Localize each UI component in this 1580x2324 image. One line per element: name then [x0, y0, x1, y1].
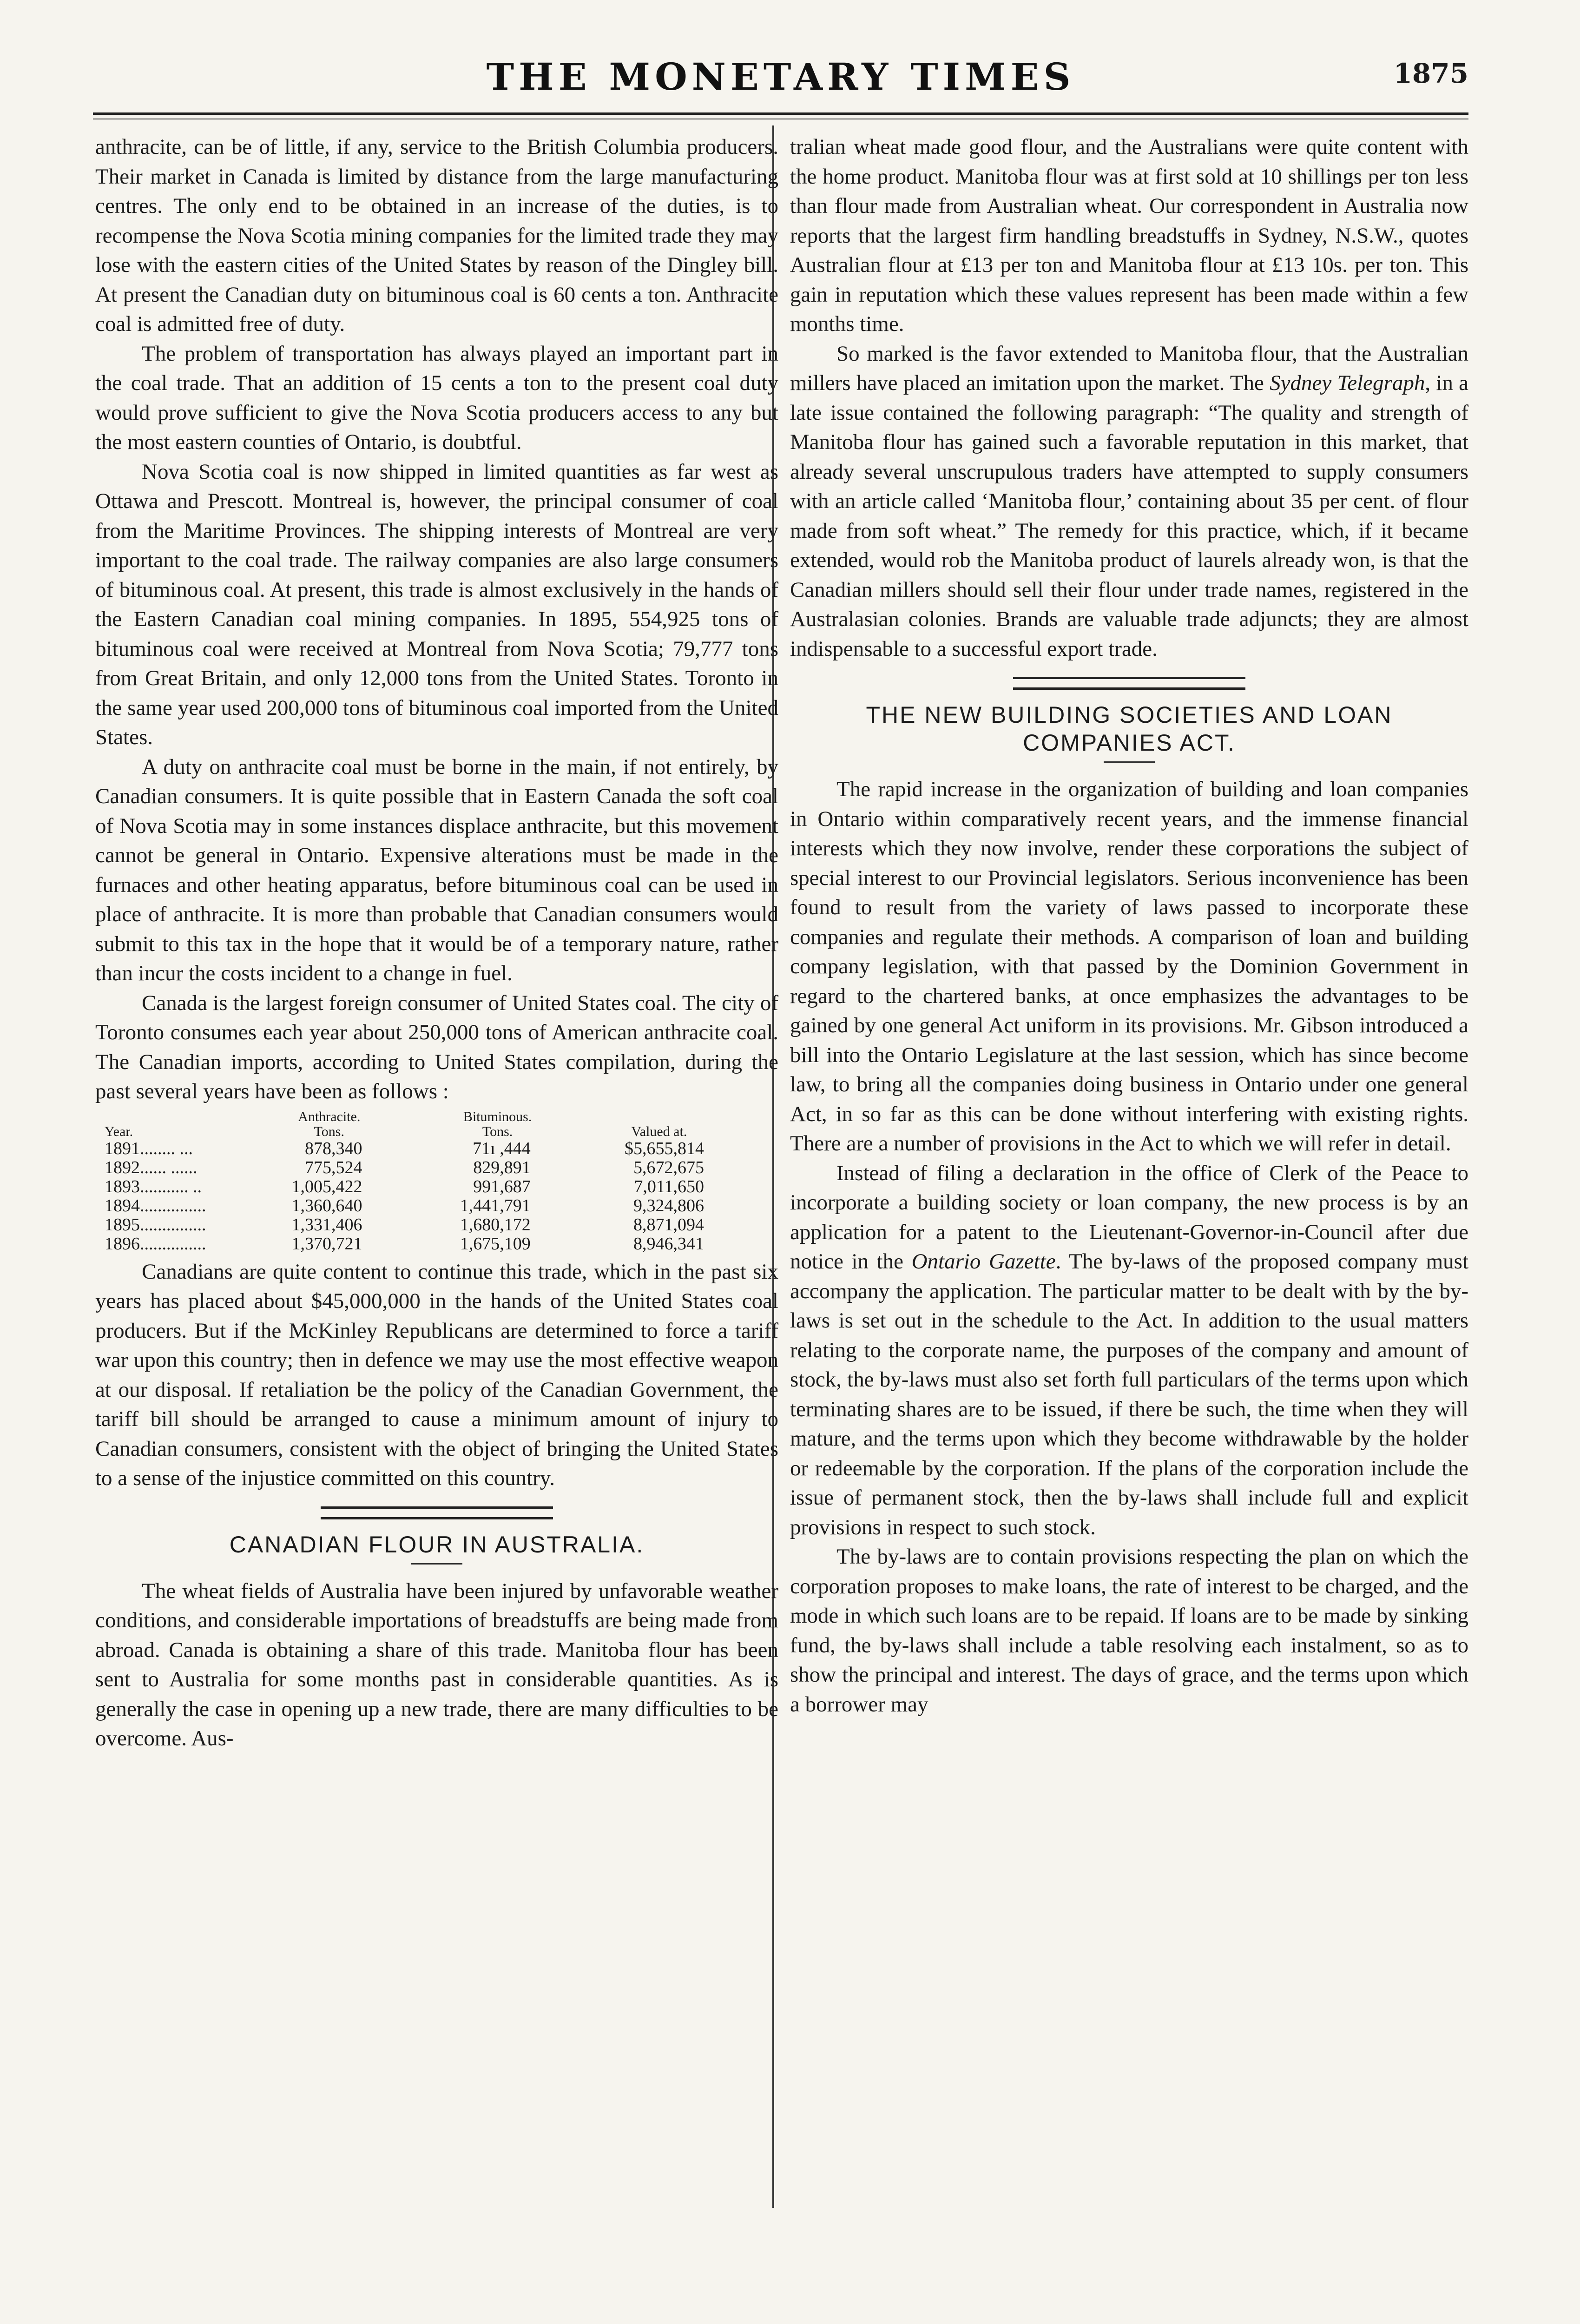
gazette-name: Ontario Gazette: [911, 1249, 1056, 1274]
heading-rule: [411, 1563, 462, 1565]
building-paragraph-3: The by-laws are to contain provisions respecting the plan on which the corporation proposes to make loans, the rate of interest to be charged, and the mode in which such loans are to be repaid. If loans are to be made by sinking fund, the by-laws shall include a table resolving each instalment, so as to show the principal and interest. The days of grace, and the terms upon which a borrower may: [790, 1545, 1468, 1717]
cell-bituminous: 991,687: [473, 1176, 531, 1196]
flour-paragraph-1: The wheat fields of Australia have been injured by unfavorable weather conditions, and considerable importations of breadstuffs are being made from abroad. Canada is obtaining a share of this trade. Manitoba flour has been sent to Australia for some months past in considerable quantities. As is generally the case in opening up a new trade, there are many difficulties to be overcome. Aus-: [95, 1578, 778, 1750]
building-paragraph-2-start: Instead of filing a declaration in the office of Clerk of the Peace to incorporate a building society or loan company, the new process is by an application for a patent to the Lieutenant-Governor-in-Council after due notice in the: [790, 1161, 1468, 1274]
table-row: [105, 1139, 737, 1158]
header-rule: [93, 112, 1468, 119]
page-number: 1875: [1393, 58, 1468, 89]
table-header-year-label: Year.: [105, 1123, 133, 1139]
coal-paragraph-5: Canada is the largest foreign consumer of United States coal. The city of Toronto consumes each year about 250,000 tons of American anthracite coal. The Canadian imports, according to United States compilation, during the past several years have been as follows :: [95, 990, 778, 1103]
table-header-valued-spacer: [582, 1109, 737, 1124]
cell-valued: 8,946,341: [633, 1234, 704, 1254]
building-paragraph-2-end: . The by-laws of the proposed company must accompany the application. The particular matter to be dealt with by the by-laws is set out in the schedule to the Act. In addition to the usual matters relating to the corporate name, the purposes of the company and amount of stock, the by-laws must also set forth full particulars of the terms upon which terminating shares are to be issued, if there be such, the time when they will mature, and the terms upon which they become withdrawable by the holder or redeemable by the corporation. If the plans of the corporation include the issue of permanent stock, then the by-laws shall include full and explicit provisions in respect to such stock.: [790, 1249, 1469, 1539]
table-header-anthracite-unit: Tons.: [314, 1123, 344, 1139]
flour-paragraph-continued: tralian wheat made good flour, and the Australians were quite content with the home product. Manitoba flour was at first sold at 10 shillings per ton less than flour made from Australian wheat. Our correspondent in Australia now reports that the largest firm handling breadstuffs in Sydney, N.S.W., quotes Australian flour at £13 per ton and Manitoba flour at £13 10s. per ton. This gain in reputation which these values represent has been made within a few months time.: [790, 135, 1468, 336]
table-header-anthracite: Anthracite.: [298, 1109, 361, 1124]
building-paragraph-1: The rapid increase in the organization of building and loan companies in Ontario within comparatively recent years, and the immense financial interests which they now involve, render these corporations the subject of special interest to our Provincial legislators. Serious inconvenience has been found to result from the variety of laws passed to incorporate these companies and regulate their methods. A comparison of loan and building company legislation, with that passed by the Dominion Government in regard to the chartered banks, at once emphasizes the advantages to be gained by one general Act uniform in its provisions. Mr. Gibson introduced a bill into the Ontario Legislature at the last session, which has since become law, to bring all the companies doing business in Ontario under one general Act, in so far as this can be done without interfering with existing rights. There are a number of provisions in the Act to which we will refer in detail.: [790, 777, 1468, 1155]
cell-bituminous: 1,680,172: [460, 1215, 531, 1235]
table-header-year: [105, 1109, 245, 1124]
cell-valued: $5,655,814: [625, 1138, 704, 1158]
cell-year: 1892...... ......: [105, 1157, 198, 1177]
cell-anthracite: 775,524: [304, 1157, 362, 1177]
building-societies-heading: THE NEW BUILDING SOCIETIES AND LOAN COMPANIES ACT.: [866, 702, 1393, 756]
cell-year: 1894...............: [105, 1195, 206, 1215]
table-row: [105, 1215, 737, 1235]
flour-paragraph-2: [790, 339, 1468, 664]
flour-paragraph-2-end: , in a late issue contained the following paragraph: “The quality and strength of Manitoba flour has gained such a favorable reputation in this market, that already several unscrupulous traders have attempted to supply consumers with an article called ‘Manitoba flour,’ containing about 35 per cent. of flour made from soft wheat.” The remedy for this practice, which, if it became extended, would rob the Manitoba product of laurels already won, is that the Canadian millers should sell their flour under trade names, registered in the Australasian colonies. Brands are valuable trade adjuncts; they are almost indispensable to a successful export trade.: [790, 371, 1468, 661]
right-column: [790, 132, 1468, 1719]
cell-anthracite: 1,005,422: [291, 1176, 362, 1196]
table-header-valued: Valued at.: [631, 1123, 687, 1139]
coal-paragraph-2: The problem of transportation has always played an important part in the coal trade. That an addition of 15 cents a ton to the present coal duty would prove sufficient to give the Nova Scotia producers access to any but the most eastern counties of Ontario, is doubtful.: [95, 341, 778, 454]
cell-valued: 8,871,094: [633, 1215, 704, 1235]
cell-anthracite: 1,331,406: [291, 1215, 362, 1235]
cell-anthracite: 878,340: [304, 1138, 362, 1158]
coal-imports-table: [105, 1109, 737, 1254]
publication-title: THE MONETARY TIMES: [486, 55, 1075, 99]
building-paragraph-2: [790, 1159, 1468, 1543]
heading-rule: [1104, 761, 1155, 763]
coal-paragraph-6: Canadians are quite content to continue this trade, which in the past six years has placed about $45,000,000 in the hands of the United States coal producers. But if the McKinley Republicans are determined to force a tariff war upon this country; then in defence we may use the most effective weapon at our disposal. If retaliation be the policy of the Canadian Government, the tariff bill should be arranged to cause a minimum amount of injury to Canadian consumers, consistent with the object of bringing the United States to a sense of the injustice committed on this country.: [95, 1259, 778, 1490]
cell-year: 1896...............: [105, 1234, 206, 1254]
coal-paragraph-3: Nova Scotia coal is now shipped in limited quantities as far west as Ottawa and Prescott. Montreal is, however, the principal consumer of coal from the Maritime Provinces. The shipping interests of Montreal are very important to the coal trade. The railway companies are also large consumers of bituminous coal. At present, this trade is almost exclusively in the hands of the Eastern Canadian coal mining companies. In 1895, 554,925 tons of bituminous coal were received at Montreal from Nova Scotia; 79,777 tons from Great Britain, and only 12,000 tons from the United States. Toronto in the same year used 200,000 tons of bituminous coal imported from the United States.: [95, 459, 778, 749]
cell-year: 1895...............: [105, 1215, 206, 1235]
coal-paragraph-1: anthracite, can be of little, if any, service to the British Columbia producers. Their market in Canada is limited by distance from the large manufacturing centres. The only end to be obtained in an increase of the duties, is to recompense the Nova Scotia mining companies for the limited trade they may lose with the eastern cities of the United States by reason of the Dingley bill. At present the Canadian duty on bituminous coal is 60 cents a ton. Anthracite coal is admitted free of duty.: [95, 135, 778, 336]
coal-paragraph-4: A duty on anthracite coal must be borne in the main, if not entirely, by Canadian consumers. It is quite possible that in Eastern Canada the soft coal of Nova Scotia may in some instances displace anthracite, but this movement cannot be general in Ontario. Expensive alterations must be made in the furnaces and other heating apparatus, before bituminous coal can be used in place of anthracite. It is more than probable that Canadian consumers would submit to this tax in the hope that it would be of a temporary nature, rather than incur the costs incident to a change in fuel.: [95, 754, 778, 985]
table-row: [105, 1235, 737, 1254]
section-divider: [1013, 677, 1245, 690]
left-column: [95, 132, 778, 1754]
section-divider: [321, 1506, 553, 1519]
cell-valued: 9,324,806: [633, 1195, 704, 1215]
table-header-bituminous: Bituminous.: [463, 1109, 532, 1124]
cell-year: 1893........... ..: [105, 1176, 202, 1196]
cell-bituminous: 1,675,109: [460, 1234, 531, 1254]
masthead: [93, 55, 1468, 106]
cell-year: 1891........ ...: [105, 1138, 193, 1158]
cell-bituminous: 829,891: [473, 1157, 531, 1177]
cell-anthracite: 1,370,721: [291, 1234, 362, 1254]
flour-heading: CANADIAN FLOUR IN AUSTRALIA.: [229, 1531, 645, 1558]
cell-valued: 5,672,675: [633, 1157, 704, 1177]
cell-bituminous: 71ı ,444: [473, 1138, 531, 1158]
cell-bituminous: 1,441,791: [460, 1195, 531, 1215]
flour-paragraph-2-start: So marked is the favor extended to Manitoba flour, that the Australian millers have placed an imitation upon the market. The: [790, 341, 1468, 395]
cell-anthracite: 1,360,640: [291, 1195, 362, 1215]
table-row: [105, 1158, 737, 1177]
table-header-bituminous-unit: Tons.: [482, 1123, 513, 1139]
table-subheader-row: [105, 1124, 737, 1139]
table-header-row: [105, 1109, 737, 1124]
table-row: [105, 1196, 737, 1215]
table-row: [105, 1177, 737, 1196]
newspaper-name: Sydney Telegraph: [1270, 371, 1425, 395]
cell-valued: 7,011,650: [634, 1176, 704, 1196]
